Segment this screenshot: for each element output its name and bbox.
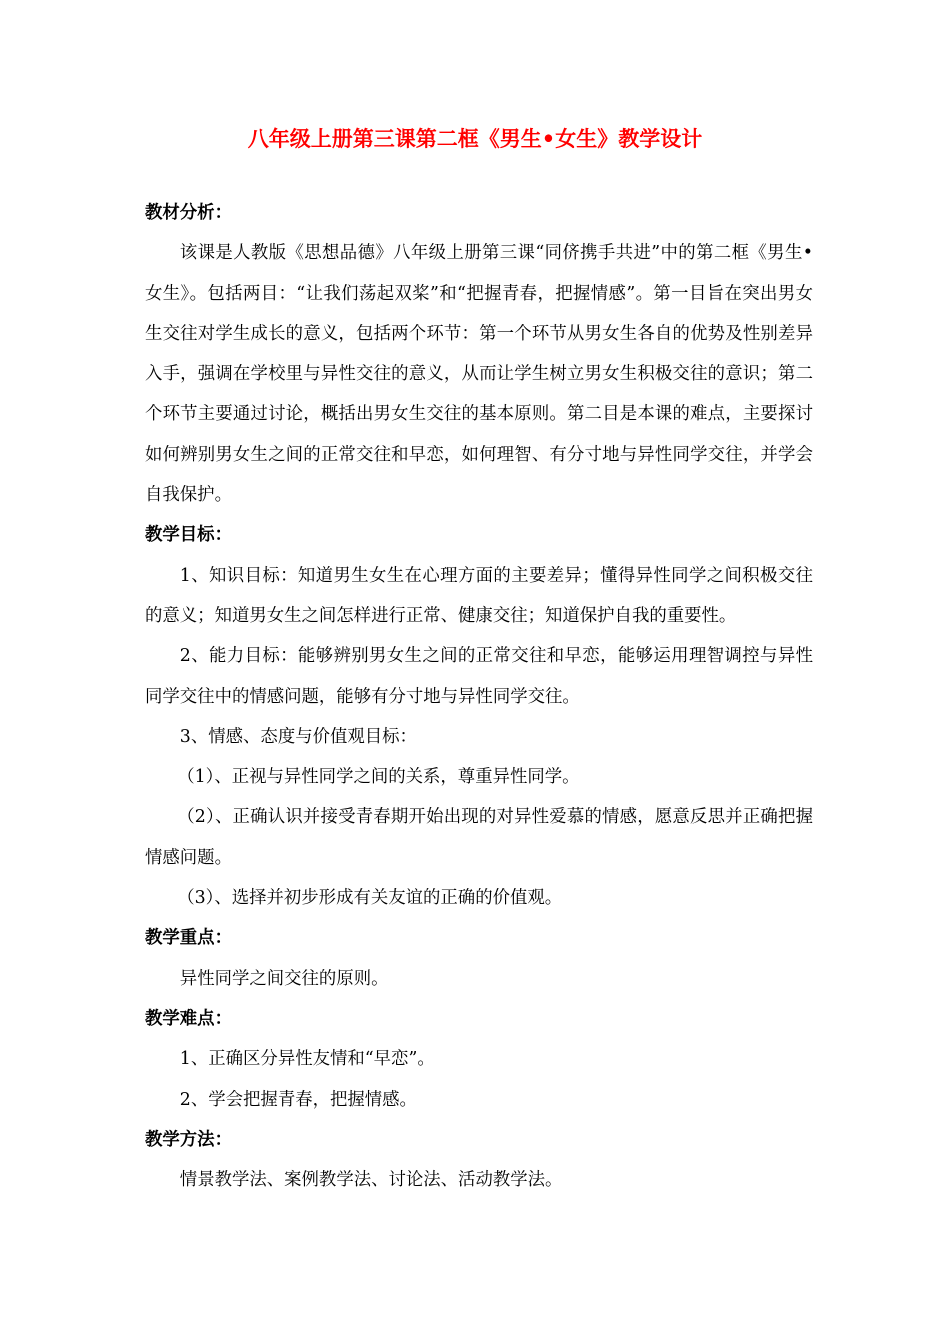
goal-emotion-sub-1: （1）、正视与异性同学之间的关系，尊重异性同学。 — [177, 767, 580, 788]
goal-emotion: 3、情感、态度与价值观目标： — [179, 726, 417, 747]
difficulty-item-1: 1、正确区分异性友情和“早恋”。 — [179, 1049, 435, 1070]
section-heading-goals: 教学目标： — [145, 525, 232, 546]
methods-text: 情景教学法、案例教学法、讨论法、活动教学法。 — [179, 1170, 563, 1191]
section-heading-focus: 教学重点： — [145, 928, 232, 949]
document-title: 八年级上册第三课第二框《男生•女生》教学设计 — [247, 126, 703, 151]
section-heading-methods: 教学方法： — [145, 1129, 232, 1150]
section-heading-difficulty: 教学难点： — [145, 1008, 232, 1029]
goal-emotion-sub-2: （2）、正确认识并接受青春期开始出现的对异性爱慕的情感，愿意反思并正确把握情感问题。 — [145, 807, 813, 868]
section-heading-analysis: 教材分析： — [145, 203, 232, 223]
goal-knowledge: 1、知识目标：知道男生女生在心理方面的主要差异；懂得异性同学之间积极交往的意义；知道男女生之间怎样进行正常、健康交往；知道保护自我的重要性。 — [145, 565, 813, 626]
goal-emotion-sub-3: （3）、选择并初步形成有关友谊的正确的价值观。 — [177, 888, 563, 909]
document-body — [145, 193, 813, 1200]
focus-text: 异性同学之间交往的原则。 — [179, 968, 389, 989]
goal-ability: 2、能力目标：能够辨别男女生之间的正常交往和早恋，能够运用理智调控与异性同学交往中的情感问题，能够有分寸地与异性同学交往。 — [145, 646, 813, 707]
difficulty-item-2: 2、学会把握青春，把握情感。 — [179, 1089, 417, 1110]
analysis-paragraph: 该课是人教版《思想品德》八年级上册第三课“同侪携手共进”中的第二框《男生•女生》。包括两目：“让我们荡起双桨”和“把握青春，把握情感”。第一目旨在突出男女生交往对学生成长的意义，包括两个环节：第一个环节从男女生各自的优势及性别差异入手，强调在学校里与异性交往的意义，从而让学生树立男女生积极交往的意识；第二个环节主要通过讨论，概括出男女生交往的基本原则。第二目是本课的难点，主要探讨如何辨别男女生之间的正常交往和早恋，如何理智、有分寸地与异性同学交往，并学会自我保护。 — [145, 243, 813, 506]
